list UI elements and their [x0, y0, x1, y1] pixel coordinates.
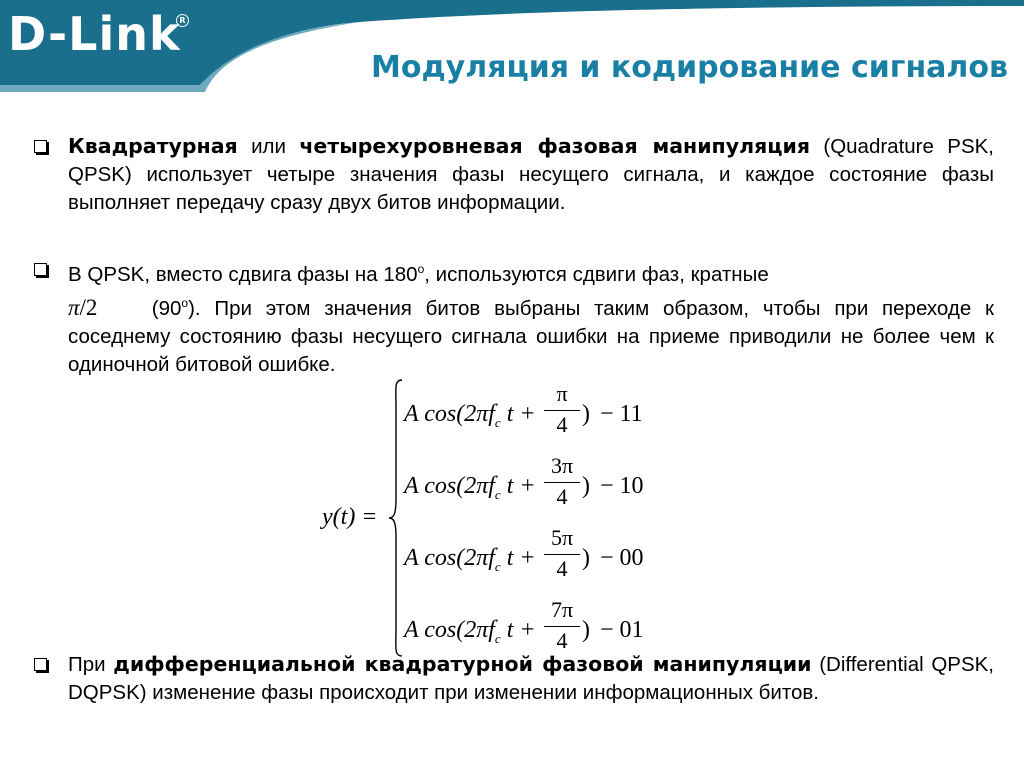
close-paren: ): [582, 401, 590, 427]
left-brace: [388, 378, 404, 658]
bullet-qpsk-phase-shift: [28, 255, 994, 379]
close-paren: ): [582, 545, 590, 571]
bold-term-four-level-psk: четырехуровневая фазовая манипуляция: [299, 134, 810, 158]
fraction-denominator: 4: [556, 412, 568, 437]
formula-t-plus: t +: [500, 617, 536, 643]
fraction-numerator: 5π: [550, 525, 574, 550]
slide-header: [0, 0, 1024, 108]
fraction-bar: [544, 626, 580, 627]
formula-prefix: A cos(2π: [404, 545, 489, 571]
degree-mark: о: [417, 262, 425, 276]
bits-label: − 00: [600, 545, 644, 571]
formula-subscript: c: [494, 486, 501, 502]
fraction-bar: [544, 554, 580, 555]
text-fragment: (Quadrature PSK, QPSK) использует четыре значения фазы несущего сигнала, и каждое состояние фазы выполняет передачу сразу двух битов информации.: [68, 135, 994, 214]
text-fragment: ). При этом значения битов выбраны таким образом, чтобы при переходе к соседнему состоянию фазы несущего сигнала ошибки на приеме приводили не более чем к одиночной битовой ошибке.: [68, 296, 995, 376]
formula-f: f: [488, 617, 495, 643]
bullet-text: [68, 650, 994, 707]
formula-f: f: [488, 545, 495, 571]
slide-title: Модуляция и кодирование сигналов: [370, 50, 1008, 85]
text-fragment: , используются сдвиги фаз, кратные: [424, 262, 769, 286]
degree-mark: о: [181, 295, 189, 310]
formula-t-plus: t +: [500, 473, 536, 499]
text-fragment: При: [68, 653, 114, 676]
bullet-text: [68, 132, 994, 217]
fraction-denominator: 4: [556, 556, 568, 581]
text-fragment: или: [237, 135, 300, 158]
checkbox-bullet-icon: [34, 140, 47, 153]
formula-subscript: c: [494, 630, 501, 646]
qpsk-formula: [300, 378, 700, 658]
bullet-text: [68, 255, 994, 379]
formula-prefix: A cos(2π: [404, 401, 489, 427]
bits-label: − 11: [600, 401, 643, 427]
checkbox-bullet-icon: [34, 263, 47, 276]
bullet-dqpsk: [28, 650, 994, 707]
bullet-qpsk-definition: [28, 132, 994, 217]
fraction-numerator: 3π: [550, 453, 574, 478]
bits-label: − 10: [600, 473, 644, 499]
close-paren: ): [582, 617, 590, 643]
bold-term-dqpsk: дифференциальной квадратурной фазовой манипуляции: [113, 652, 812, 676]
formula-prefix: A cos(2π: [404, 473, 489, 499]
fraction-numerator: π: [556, 381, 568, 406]
bold-term-quadrature: Квадратурная: [68, 134, 238, 158]
pi-symbol: π: [68, 294, 80, 320]
formula-f: f: [488, 473, 495, 499]
fraction-numerator: 7π: [550, 597, 574, 622]
fraction-denominator: 4: [556, 484, 568, 509]
formula-subscript: c: [494, 414, 501, 430]
pi-over-two-formula: [68, 294, 138, 322]
formula-prefix: A cos(2π: [404, 617, 489, 643]
text-fragment: (Differential QPSK, DQPSK) изменение фазы происходит при изменении информационных битов.: [68, 653, 994, 704]
formula-f: f: [488, 401, 495, 427]
fraction-denominator: 4: [556, 628, 568, 653]
dlink-logo: D-Link: [8, 7, 181, 61]
formula-lhs-text: y(t) =: [322, 504, 378, 530]
formula-lhs: [322, 504, 378, 531]
over-two: /2: [79, 294, 98, 320]
formula-t-plus: t +: [500, 545, 536, 571]
bits-label: − 01: [600, 617, 644, 643]
formula-subscript: c: [494, 558, 501, 574]
text-fragment: В QPSK, вместо сдвига фазы на 180: [68, 262, 418, 286]
close-paren: ): [582, 473, 590, 499]
fraction-bar: [544, 410, 580, 411]
fraction-bar: [544, 482, 580, 483]
registered-mark-icon: R: [176, 14, 189, 27]
text-fragment: (90: [138, 296, 182, 320]
formula-t-plus: t +: [500, 401, 536, 427]
checkbox-bullet-icon: [34, 658, 47, 671]
